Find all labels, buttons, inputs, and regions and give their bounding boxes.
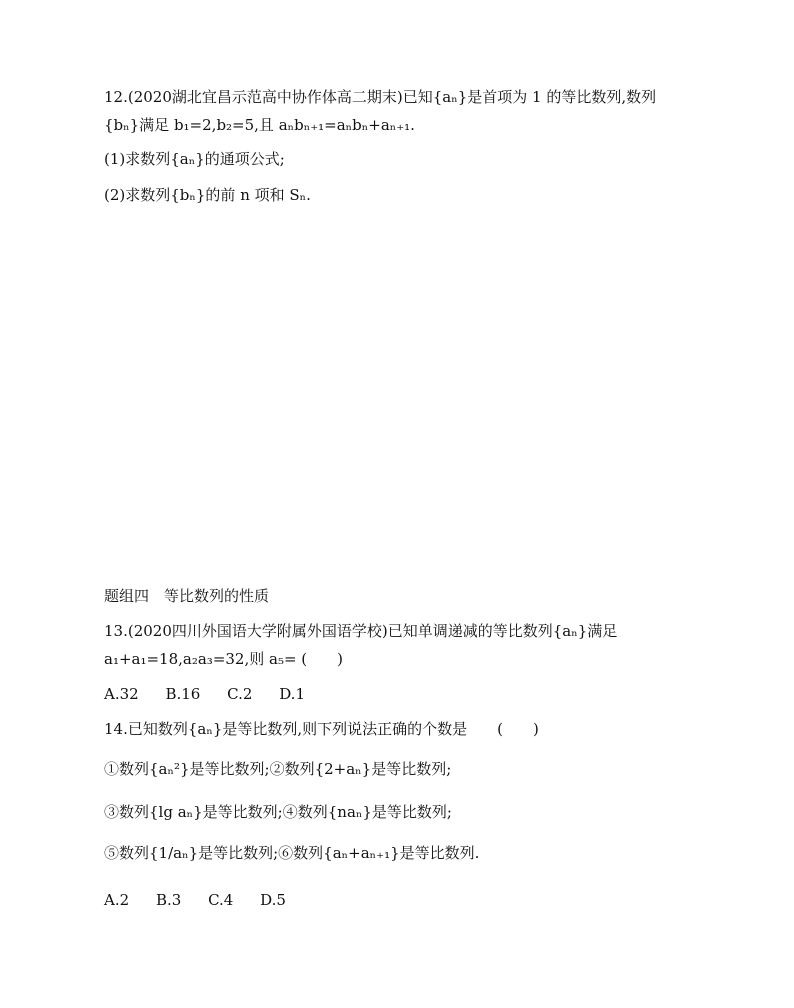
q14-options xyxy=(104,889,286,911)
q14-statements-3-4: ③数列{lg aₙ}是等比数列;④数列{naₙ}是等比数列; xyxy=(104,803,452,821)
q13-option-d[interactable]: D.1 xyxy=(279,685,305,703)
q14-stem: 14.已知数列{aₙ}是等比数列,则下列说法正确的个数是 ( ) xyxy=(104,720,539,738)
q13-option-b[interactable]: B.16 xyxy=(165,685,201,703)
q14-option-b[interactable]: B.3 xyxy=(155,891,182,909)
q13-option-c[interactable]: C.2 xyxy=(227,685,253,703)
q14-option-a[interactable]: A.2 xyxy=(104,891,130,909)
q12-stem-line-2: {bₙ}满足 b₁=2,b₂=5,且 aₙbₙ₊₁=aₙbₙ+aₙ₊₁. xyxy=(104,116,415,134)
q14-statements-1-2: ①数列{aₙ²}是等比数列;②数列{2+aₙ}是等比数列; xyxy=(104,760,452,778)
q13-stem-line-1: 13.(2020四川外国语大学附属外国语学校)已知单调递减的等比数列{aₙ}满足 xyxy=(104,622,618,640)
q12-stem-line-1: 12.(2020湖北宜昌示范高中协作体高二期末)已知{aₙ}是首项为 1 的等比数列,数列 xyxy=(104,88,657,106)
q13-options xyxy=(104,683,305,705)
q13-stem-line-2: a₁+a₁=18,a₂a₃=32,则 a₅= ( ) xyxy=(104,650,344,668)
q12-part-1: (1)求数列{aₙ}的通项公式; xyxy=(104,150,285,168)
q13-option-a[interactable]: A.32 xyxy=(104,685,139,703)
q14-statements-5-6: ⑤数列{1/aₙ}是等比数列;⑥数列{aₙ+aₙ₊₁}是等比数列. xyxy=(104,844,480,862)
q14-option-d[interactable]: D.5 xyxy=(260,891,286,909)
q14-option-c[interactable]: C.4 xyxy=(208,891,234,909)
q12-part-2: (2)求数列{bₙ}的前 n 项和 Sₙ. xyxy=(104,186,311,204)
section-heading: 题组四 等比数列的性质 xyxy=(104,587,270,605)
